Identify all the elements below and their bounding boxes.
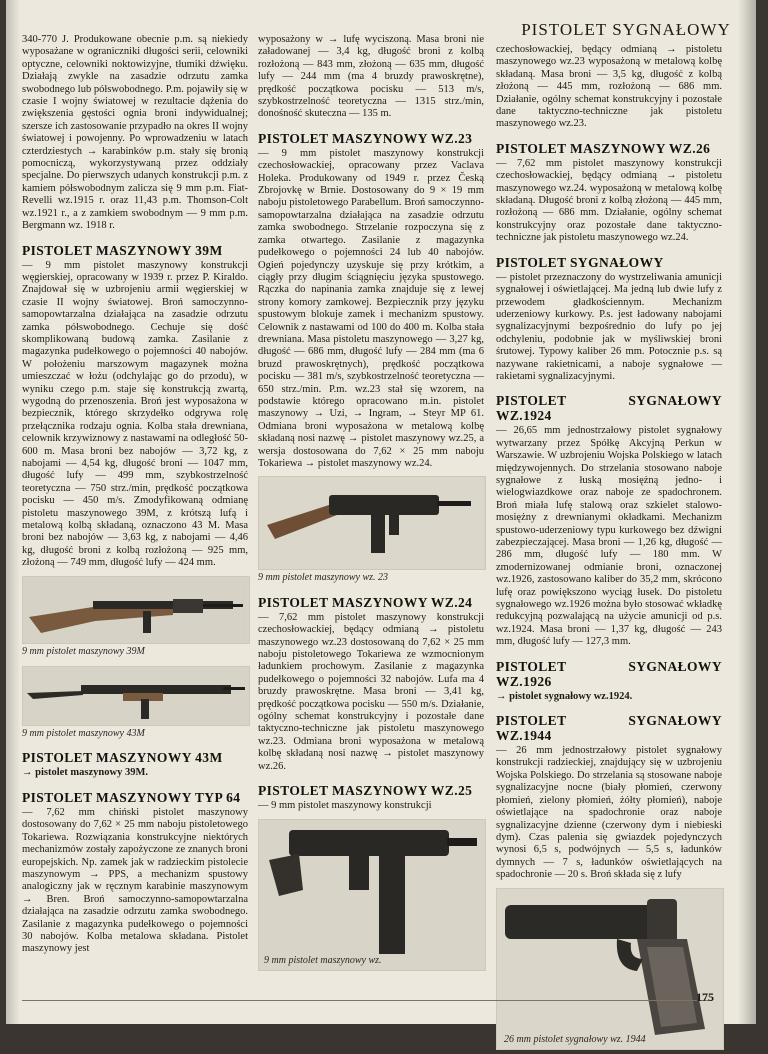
column-2 bbox=[258, 34, 484, 975]
entry-typ64: — 7,62 mm chiński pistolet maszynowy dostosowany do 7,62 × 25 mm naboju pistoletowego Tokariewa. Rozwiązania konstrukcyjne niektórych mechanizmów zostały zapożyczone ze znanych broni europejskich. Np. zamek jak w radzieckim pistolecie maszynowym → PPS, a mechanizm spustowy analogiczny jak w ręcznym karabinie maszynowym → Bren. Broń samoczynno-samopowtarzalna działająca na zasadzie odrzutu zamka swobodnego. Zasilanie z magazynka pudełkowego o pojemności 30 nabojów. Kolba metalowa składana. Pistolet maszynowy jest bbox=[22, 806, 248, 955]
footer-rule bbox=[22, 1000, 712, 1001]
entry-wz1924: — 26,65 mm jednostrzałowy pistolet sygnałowy wytwarzany przez Spółkę Akcyjną Perkun w Warszawie. W uzbrojeniu Wojska Polskiego w latach międzywojennych. Do strzelania stosowano naboje sygnałowe z łuską mosiężną jedno- i wielogwiazdkowe oraz naboje ze spadochronem. Broń miała lufę stalową oraz szkielet stalowo-mosiężny z drewnianymi okładkami. Mechanizm spustowo-uderzeniowy typu kurkowego bez dźwigni zabezpieczającej. Masa broni — 1,26 kg, długość — 286 mm, długość lufy — 180 mm. W zmodernizowanej odmianie broni, oznaczonej wz.1926, zastosowano kaliber do 35,2 mm, skrócono lufę oraz powiększono wyciąg łusek. Do pistoletu sygnałowego wz.1926 można było stosować wkładkę redukcyjną pozwalającą na użycie amunicji od p.s. wz.1924. Masa broni — 1,37 kg, długość — 243 mm, długość lufy — 127,3 mm. bbox=[496, 425, 722, 648]
entry-43m: → pistolet maszynowy 39M. bbox=[22, 767, 148, 779]
page-edge-shadow bbox=[738, 0, 756, 1024]
heading-wz1924 bbox=[496, 393, 722, 423]
heading-wz1944-word1: PISTOLET bbox=[496, 713, 567, 729]
entry-wz1926: → pistolet sygnałowy wz.1924. bbox=[496, 690, 633, 702]
heading-sygnalowy: PISTOLET SYGNAŁOWY bbox=[496, 254, 664, 270]
gun-wz25-image bbox=[259, 820, 483, 970]
entry-sygnalowy: — pistolet przeznaczony do wystrzeliwania amunicji sygnałowej i oświetlającej. Ma jedną lub dwie lufy z przewodem gładkościennym. Mechanizm uderzeniowy kurkowy. P.s. jest ładowany nabojami sygnalizacyjnymi bezpośrednio do lufy po jej odchyleniu, podobnie jak w myśliwskiej broni śrutowej. Typowy kaliber 26 mm. Potocznie p.s. są nazywane rakietnicami, a naboje sygnałowe — rakietami sygnalizacyjnymi. bbox=[496, 271, 722, 382]
heading-wz1926-word2: SYGNAŁOWY bbox=[628, 658, 722, 674]
heading-39m: PISTOLET MASZYNOWY 39M bbox=[22, 242, 223, 258]
heading-typ64: PISTOLET MASZYNOWY TYP 64 bbox=[22, 789, 241, 805]
gun-wz23-image bbox=[259, 477, 483, 569]
photo-wz23 bbox=[258, 476, 486, 570]
photo-wz1944 bbox=[496, 888, 724, 1050]
heading-wz1924-model: WZ.1924 bbox=[496, 408, 552, 424]
caption-wz23: 9 mm pistolet maszynowy wz. 23 bbox=[258, 572, 388, 584]
caption-wz25: 9 mm pistolet maszynowy wz. bbox=[264, 954, 382, 966]
photo-39m bbox=[22, 576, 250, 644]
column-3 bbox=[496, 44, 722, 1054]
heading-wz24: PISTOLET MASZYNOWY WZ.24 bbox=[258, 594, 473, 610]
heading-wz1944-model: WZ.1944 bbox=[496, 728, 552, 744]
gun-43m-image bbox=[23, 667, 247, 725]
page-number: 175 bbox=[696, 990, 714, 1004]
heading-wz1924-word2: SYGNAŁOWY bbox=[628, 393, 722, 409]
entry-wz26: — 7,62 mm pistolet maszynowy konstrukcji czechosłowackiej, będący odmianą → pistoletu maszynowego wz.24. wyposażoną w metalową kolbę składaną. Długość broni z kolbą złożoną — 445 mm, rozłożoną — 686 mm. Działanie, ogólny schemat konstrukcyjny oraz pozostałe dane taktyczno-techniczne jak pistoletu maszynowego wz.24. bbox=[496, 157, 722, 244]
heading-wz1926-word1: PISTOLET bbox=[496, 658, 567, 674]
page-binding-shadow bbox=[6, 0, 20, 1024]
entry-wz23: — 9 mm pistolet maszynowy konstrukcji czechosłowackiej, opracowany przez Vaclava Holeka. Produkowany od 1949 r. przez Česką Zbrojovkę w Brnie. Dostosowany do 9 × 19 mm naboju pistoletowego Parabellum. Broń samoczynno-samopowtarzalna działająca na zasadzie odrzutu zamka swobodnego. Strzelanie rozpoczyna się z zamka otwartego. Zasilanie z magazynka pudełkowego o pojemności 24 lub 40 nabojów. Ogień pojedynczy uzyskuje się przy krótkim, a ciągły przy długim ściągnięciu języka spustowego. Rączka do napinania zamka znajduje się z lewej strony komory zamkowej. Bezpiecznik przy języku spustowym blokuje zamek i mechanizm spustowy. Celownik z nastawami od 100 do 400 m. Kolba stała drewniana. Masa pistoletu maszynowego — 3,27 kg, długość — 686 mm, długość lufy — 284 mm (ma 6 bruzd prawoskrętnych), prędkość początkowa pocisku — 381 m/s, szybkostrzelność teoretyczna — 650 strz./min. P.m. wz.23 stał się wzorem, na podstawie którego opracowano m.in. pistolet maszynowy → Uzi, → Ingram, → Steyr MP 61. Odmiana broni wyposażona w metalową kolbę składaną nosi nazwę → pistolet maszynowy wz.25, a wersja dostosowana do 7,62 × 25 mm naboju Tokariewa → pistolet maszynowy wz.24. bbox=[258, 147, 484, 469]
heading-wz25: PISTOLET MASZYNOWY WZ.25 bbox=[258, 783, 473, 799]
signal-pistol-image bbox=[497, 889, 721, 1049]
entry-39m: — 9 mm pistolet maszynowy konstrukcji węgierskiej, opracowany w 1939 r. przez P. Kiraldo. Znajdował się w uzbrojeniu armii węgierskiej w czasie II wojny światowej. Broń samoczynno-samopowtarzalna działająca na zasadzie odrzutu zamka półswobodnego. Cechuje się dość skomplikowaną budową zamka. Zasilanie z magazynka pudełkowego o pojemności 40 nabojów. W położeniu marszowym magazynek można umieszczać w łożu (odchylając go do przodu), w wyniku czego p.m. staje się konstrukcją zwartą, wygodną do przenoszenia. Broń jest wyposażona w bezpiecznik, którego skrzydełko odgrywa rolę przełącznika rodzaju ognia. Kolba stała drewniana, celownik krzywiznowy z nastawami na odległość 50-600 m. Masa broni bez nabojów — 3,72 kg, z nabojami — 4,54 kg, długość broni — 1047 mm, długość lufy — 499 mm, szybkostrzelność teoretyczna — 750 strz./min, prędkość początkowa pocisku — 450 m/s. Zmodyfikowaną odmianę pistoletu maszynowego 39M, z krótszą lufą i metalową kolbą składaną, oznaczono 43 M. Masa broni bez nabojów — 3,63 kg, z nabojami — 4,46 kg, długość broni z kolbą rozłożoną — 925 mm, złożoną — 749 mm, długość lufy — 424 mm. bbox=[22, 259, 248, 569]
heading-wz1924-word1: PISTOLET bbox=[496, 393, 567, 409]
heading-wz1944 bbox=[496, 713, 722, 743]
column-1 bbox=[22, 34, 248, 958]
caption-wz1944: 26 mm pistolet sygnałowy wz. 1944 bbox=[504, 1033, 646, 1045]
heading-wz1926 bbox=[496, 659, 722, 689]
typ64-continuation: wyposażony w → lufę wyciszoną. Masa broni nie załadowanej — 3,4 kg, długość broni z kolbą rozłożoną — 843 mm, złożoną — 635 mm, długość lufy — 244 mm (ma 4 bruzdy prawoskrętne), prędkość początkowa pocisku — 513 m/s, szybkostrzelność teoretyczna — 1315 strz./min, donośność skuteczna — 135 m. bbox=[258, 34, 484, 120]
wz25-continuation: czechosłowackiej, będący odmianą → pistoletu maszynowego wz.23 wyposażoną w metalową kolbę składaną. Masa broni — 3,5 kg, długość z kolbą złożoną — 445 mm, rozłożoną — 686 mm. Działanie, ogólny schemat konstrukcyjny i pozostałe dane taktyczno-techniczne jak pistoletu maszynowego wz.23. bbox=[496, 44, 722, 130]
heading-wz1944-word2: SYGNAŁOWY bbox=[628, 713, 722, 729]
running-head: PISTOLET SYGNAŁOWY bbox=[521, 20, 731, 39]
heading-wz23: PISTOLET MASZYNOWY WZ.23 bbox=[258, 130, 473, 146]
heading-43m: PISTOLET MASZYNOWY 43M bbox=[22, 750, 223, 766]
caption-43m: 9 mm pistolet maszynowy 43M bbox=[22, 728, 145, 740]
photo-43m bbox=[22, 666, 250, 726]
entry-wz25: — 9 mm pistolet maszynowy konstrukcji bbox=[258, 800, 432, 812]
intro-paragraph: 340-770 J. Produkowane obecnie p.m. są niekiedy wyposażane w ograniczniki długości serii, celowniki optyczne, celowniki noktowizyjne, tłumiki dźwięku. Działają zwykle na zasadzie odrzutu zamka swobodnego lub półswobodnego. P.m. pojawiły się w czasie I wojny światowej w rezultacie dążenia do zwiększenia gęstości ognia broni indywidualnej; szersze ich zastosowanie przypadło na okres II wojny światowej i powojenny. Po wprowadzeniu w latach czterdziestych → karabinków p.m. stały się bronią pomocniczą, wykorzystywaną przez oddziały specjalne. Do pierwszych udanych konstrukcji p.m. z kamiem półswobodnym zalicza się 9 mm p.m. Fiat-Revelli wz.1915 r. oraz 11,43 p.m. Thomson-Colt wz.1921 r., a z zamkiem swobodnym — 9 mm p.m. Bergmann wz. 1918 r. bbox=[22, 34, 248, 232]
heading-wz26: PISTOLET MASZYNOWY WZ.26 bbox=[496, 140, 711, 156]
gun-39m-image bbox=[23, 577, 247, 643]
book-page bbox=[6, 0, 756, 1045]
entry-wz1944: — 26 mm jednostrzałowy pistolet sygnałowy konstrukcji radzieckiej, znajdujący się w uzbrojeniu Wojska Polskiego. Do strzelania są stosowane naboje sygnalizacyjne nocne (biały płomień, czerwony płomień, zielony płomień, żółty płomień), naboje oświetlające na spadochronie oraz naboje sygnalizacyjne dzienne (czerwony dym i niebieski dym). Czas palenia się gwiazdek pojedynczych wynosi 6,5 s, podwójnych — 5,5 s, ładunków dymnych — 7 s, ładunków oświetlających na spadochronie — 20 s. Broń składa się z lufy bbox=[496, 745, 722, 881]
caption-39m: 9 mm pistolet maszynowy 39M bbox=[22, 645, 145, 657]
heading-wz1926-model: WZ.1926 bbox=[496, 673, 552, 689]
entry-wz24: — 7,62 mm pistolet maszynowy konstrukcji czechosłowackiej, będący odmianą → pistoletu maszynowego wz.23 dostosowaną do 7,62 × 25 mm naboju pistoletowego Tokariewa ze wzmocnionym ładunkiem prochowym. Zasilanie z magazynka pudełkowego o pojemności 32 nabojów. Lufa ma 4 bruzdy prawoskrętne. Masa broni — 3,41 kg, prędkość początkowa pocisku — 550 m/s. Działanie, ogólny schemat konstrukcyjny i pozostałe dane taktyczno-techniczne jak pistoletu maszynowego wz.23. Odmiana broni wyposażona w metalową kolbę składaną nosi nazwę → pistolet maszynowy wz.26. bbox=[258, 611, 484, 772]
photo-wz25 bbox=[258, 819, 486, 971]
